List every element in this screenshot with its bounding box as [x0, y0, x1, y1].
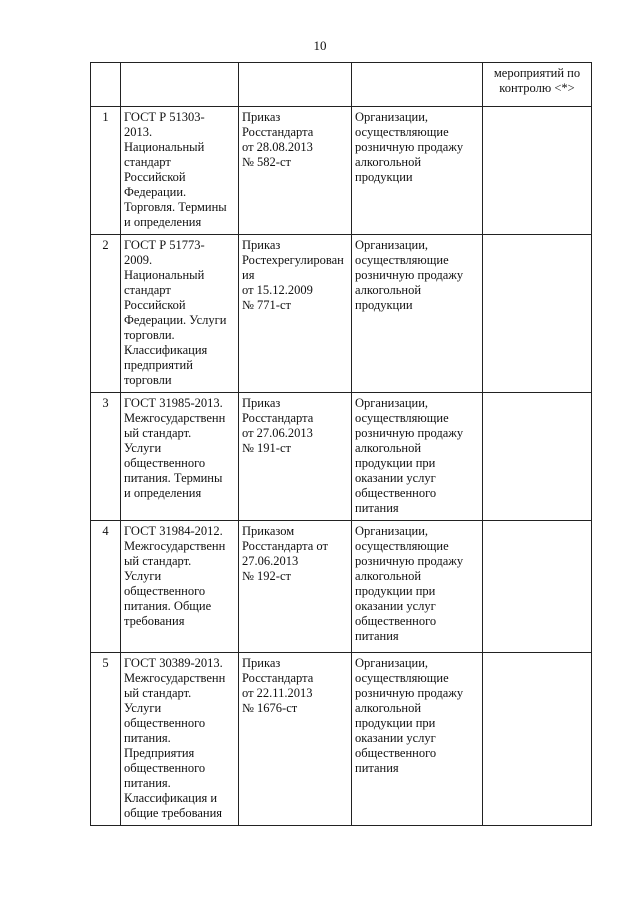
- row-number: 1: [91, 107, 121, 235]
- act-cell: Приказ Росстандарта от 22.11.2013 № 1676-ст: [239, 653, 352, 826]
- row-number: 2: [91, 235, 121, 393]
- table-row: [91, 107, 592, 235]
- organizations-cell: Организации, осуществляющие розничную продажу алкогольной продукции: [352, 107, 483, 235]
- header-cell-control: мероприятий по контролю <*>: [483, 63, 592, 107]
- act-cell: Приказ Росстандарта от 27.06.2013 № 191-ст: [239, 393, 352, 521]
- table-row: [91, 653, 592, 826]
- control-cell: [483, 521, 592, 653]
- organizations-cell: Организации, осуществляющие розничную продажу алкогольной продукции: [352, 235, 483, 393]
- header-cell-num: [91, 63, 121, 107]
- table-row: [91, 235, 592, 393]
- header-cell-organizations: [352, 63, 483, 107]
- control-cell: [483, 235, 592, 393]
- control-cell: [483, 107, 592, 235]
- row-number: 5: [91, 653, 121, 826]
- organizations-cell: Организации, осуществляющие розничную продажу алкогольной продукции при оказании услуг общественного питания: [352, 521, 483, 653]
- page-number: 10: [313, 38, 327, 53]
- standard-cell: ГОСТ 30389-2013. Межгосударственн ый стандарт. Услуги общественного питания. Предприятия общественного питания. Классификация и общие требования: [121, 653, 239, 826]
- standard-cell: ГОСТ 31985-2013. Межгосударственн ый стандарт. Услуги общественного питания. Термины и определения: [121, 393, 239, 521]
- act-cell: Приказом Росстандарта от 27.06.2013 № 192-ст: [239, 521, 352, 653]
- standards-table: [90, 62, 592, 826]
- header-cell-standard: [121, 63, 239, 107]
- table-row: [91, 393, 592, 521]
- act-cell: Приказ Ростехрегулирован ия от 15.12.2009 № 771-ст: [239, 235, 352, 393]
- row-number: 3: [91, 393, 121, 521]
- control-cell: [483, 653, 592, 826]
- control-cell: [483, 393, 592, 521]
- table-header-row: [91, 63, 592, 107]
- organizations-cell: Организации, осуществляющие розничную продажу алкогольной продукции при оказании услуг общественного питания: [352, 393, 483, 521]
- header-cell-act: [239, 63, 352, 107]
- organizations-cell: Организации, осуществляющие розничную продажу алкогольной продукции при оказании услуг общественного питания: [352, 653, 483, 826]
- standard-cell: ГОСТ Р 51303- 2013. Национальный стандарт Российской Федерации. Торговля. Термины и определения: [121, 107, 239, 235]
- row-number: 4: [91, 521, 121, 653]
- act-cell: Приказ Росстандарта от 28.08.2013 № 582-ст: [239, 107, 352, 235]
- standard-cell: ГОСТ Р 51773- 2009. Национальный стандарт Российской Федерации. Услуги торговли. Классификация предприятий торговли: [121, 235, 239, 393]
- standard-cell: ГОСТ 31984-2012. Межгосударственн ый стандарт. Услуги общественного питания. Общие требования: [121, 521, 239, 653]
- table-row: [91, 521, 592, 653]
